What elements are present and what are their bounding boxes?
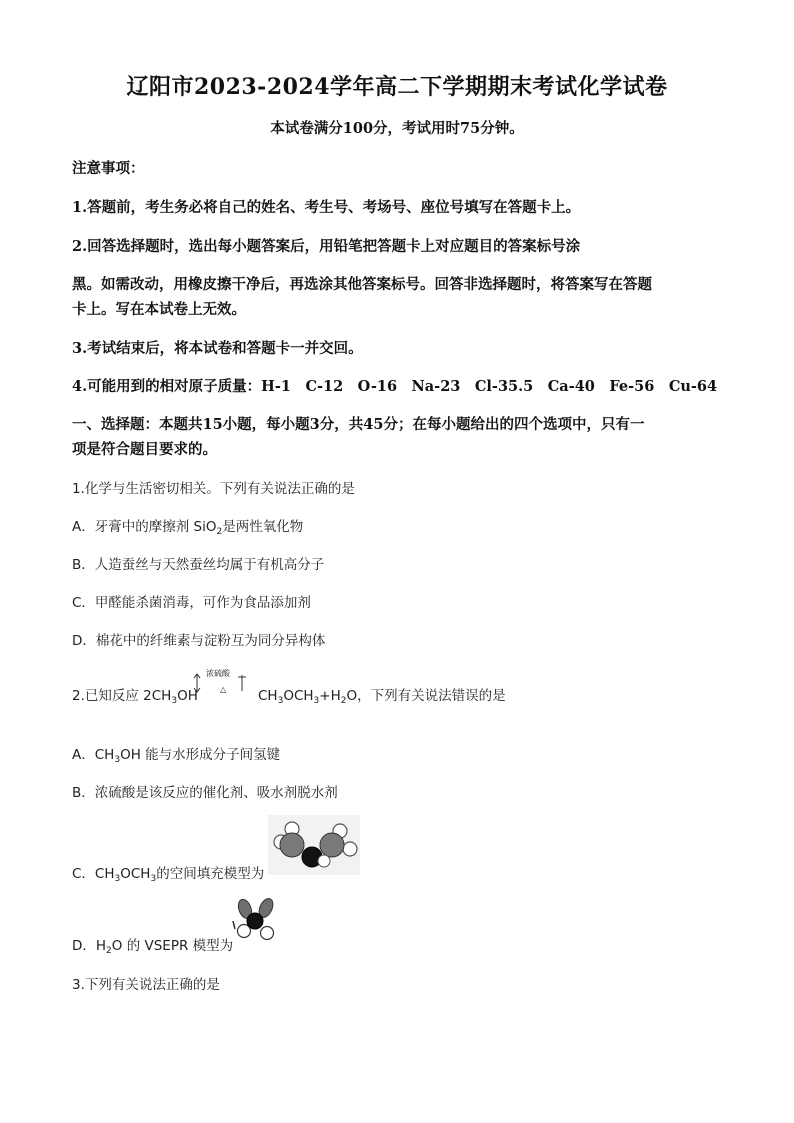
question-3-stem: 3.下列有关说法正确的是: [72, 977, 220, 993]
notice-item-1: 1.答题前，考生务必将自己的姓名、考生号、考场号、座位号填写在答题卡上。: [72, 199, 581, 216]
exam-info: 本试卷满分100分，考试用时75分钟。: [270, 120, 524, 137]
page-title: 辽阳市2023-2024学年高二下学期期末考试化学试卷: [126, 74, 668, 100]
reaction-arrow: [192, 668, 254, 698]
notice-item-2-line-1: 2.回答选择题时，选出每小题答案后，用铅笔把答题卡上对应题目的答案标号涂: [72, 238, 581, 255]
question-2-stem-end: $CH_3OCH_3+H_2O$，下列有关说法错误的是: [258, 688, 506, 706]
question-1-option-c: C．甲醛能杀菌消毒，可作为食品添加剂: [72, 595, 311, 611]
question-2-option-d: D．$H_2O$ 的 VSEPR 模型为: [72, 938, 234, 956]
question-1-option-b: B．人造蚕丝与天然蚕丝均属于有机高分子: [72, 557, 325, 573]
question-2-stem-start: 2.已知反应 $2CH_3OH$: [72, 688, 198, 706]
notice-item-2-line-2: 黑。如需改动，用橡皮擦干净后，再选涂其他答案标号。回答非选择题时，将答案写在答题: [72, 276, 652, 293]
water-vsepr-model-icon: [230, 895, 282, 947]
notice-item-4: 4.可能用到的相对原子质量：H-1 C-12 O-16 Na-23 Cl-35.5 Ca-40 Fe-56 Cu-64: [72, 378, 718, 395]
arrow-condition-top: 浓硫酸: [206, 669, 230, 678]
question-2-option-c: C．$CH_3OCH_3$的空间填充模型为: [72, 866, 265, 884]
question-2-option-a: A．$CH_3OH$ 能与水形成分子间氢键: [72, 747, 281, 765]
question-1-option-d: D．棉花中的纤维素与淀粉互为同分异构体: [72, 633, 326, 649]
section-heading-line-1: 一、选择题：本题共15小题，每小题3分，共45分；在每小题给出的四个选项中，只有一: [72, 416, 645, 433]
notice-item-2-line-3: 卡上。写在本试卷上无效。: [72, 301, 246, 318]
question-1-stem: 1.化学与生活密切相关。下列有关说法正确的是: [72, 481, 355, 497]
section-heading-line-2: 项是符合题目要求的。: [72, 441, 217, 458]
notice-item-3: 3.考试结束后，将本试卷和答题卡一并交回。: [72, 340, 363, 357]
dimethyl-ether-space-filling-model-icon: [268, 815, 360, 875]
question-1-option-a: A．牙膏中的摩擦剂 SiO$_2$是两性氧化物: [72, 519, 304, 537]
question-2-option-b: B．浓硫酸是该反应的催化剂、吸水剂脱水剂: [72, 785, 338, 801]
notice-heading: 注意事项：: [72, 160, 145, 177]
arrow-condition-bottom: △: [220, 685, 227, 694]
